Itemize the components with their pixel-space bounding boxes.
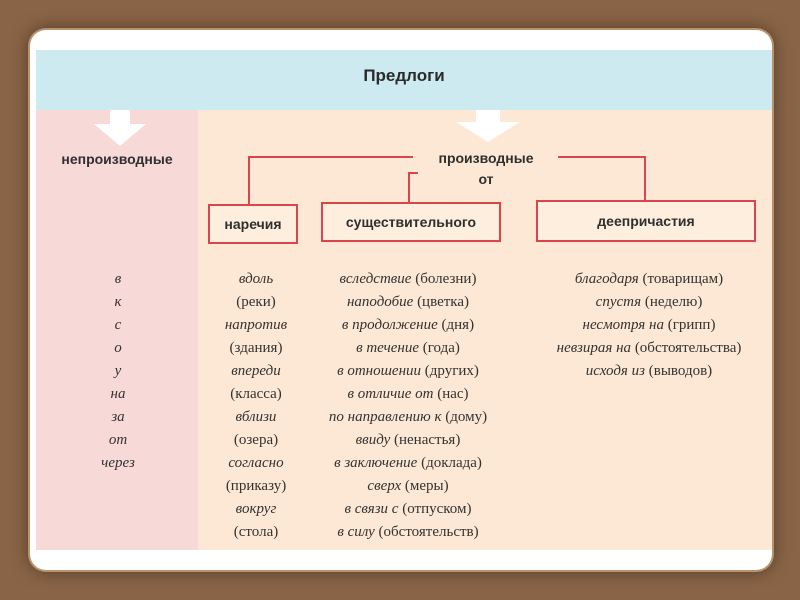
argument-text: (обстоятельства) bbox=[634, 340, 742, 356]
connector-line bbox=[644, 156, 646, 200]
list-item bbox=[298, 475, 518, 498]
argument-text: (дому) bbox=[445, 409, 488, 425]
list-item bbox=[298, 406, 518, 429]
list-item bbox=[56, 429, 180, 452]
participles-box: деепричастия bbox=[536, 200, 756, 242]
preposition-text: наподобие bbox=[346, 294, 414, 310]
argument-text: (меры) bbox=[404, 478, 449, 494]
preposition-text: исходя из bbox=[585, 363, 646, 379]
preposition-text: на bbox=[110, 386, 126, 402]
preposition-text: через bbox=[101, 455, 135, 471]
preposition-text: за bbox=[111, 409, 125, 425]
preposition-text: вследствие bbox=[339, 271, 412, 287]
argument-text: (обстоятельств) bbox=[378, 524, 479, 540]
list-item bbox=[298, 291, 518, 314]
argument-text: (выводов) bbox=[648, 363, 713, 379]
list-item bbox=[56, 383, 180, 406]
nonderived-list bbox=[56, 268, 180, 475]
page-title: Предлоги bbox=[363, 66, 445, 85]
list-item bbox=[298, 452, 518, 475]
preposition-text: вдоль bbox=[238, 271, 274, 287]
table-header bbox=[36, 50, 772, 110]
preposition-text: с bbox=[114, 317, 122, 333]
list-item bbox=[298, 268, 518, 291]
nouns-list bbox=[298, 268, 518, 544]
connector-line bbox=[408, 172, 418, 174]
argument-text: (отпуском) bbox=[402, 501, 472, 517]
list-item bbox=[298, 383, 518, 406]
preposition-text: невзирая на bbox=[556, 340, 632, 356]
argument-text: (доклада) bbox=[421, 455, 482, 471]
argument-text: (озера) bbox=[233, 432, 279, 448]
argument-text: (других) bbox=[424, 363, 479, 379]
preposition-text: в течение bbox=[356, 340, 420, 356]
list-item bbox=[56, 314, 180, 337]
list-item bbox=[298, 337, 518, 360]
preposition-text: у bbox=[114, 363, 122, 379]
preposition-text: несмотря на bbox=[582, 317, 664, 333]
list-item bbox=[56, 452, 180, 475]
argument-text: (цветка) bbox=[417, 294, 470, 310]
preposition-text: в отличие от bbox=[347, 386, 434, 402]
argument-text: (болезни) bbox=[415, 271, 477, 287]
argument-text: (приказу) bbox=[225, 478, 287, 494]
preposition-text: вокруг bbox=[235, 501, 277, 517]
argument-text: (нас) bbox=[437, 386, 469, 402]
preposition-text: в bbox=[114, 271, 122, 287]
preposition-text: благодаря bbox=[574, 271, 639, 287]
list-item bbox=[298, 498, 518, 521]
preposition-text: спустя bbox=[595, 294, 642, 310]
preposition-text: сверх bbox=[367, 478, 402, 494]
list-item bbox=[514, 268, 784, 291]
preposition-text: по направлению к bbox=[328, 409, 442, 425]
preposition-text: к bbox=[114, 294, 122, 310]
argument-text: (товарищам) bbox=[642, 271, 724, 287]
list-item bbox=[298, 360, 518, 383]
preposition-text: в силу bbox=[337, 524, 375, 540]
nonderived-heading: непроизводные bbox=[61, 151, 173, 167]
connector-line bbox=[248, 156, 250, 204]
derived-heading-line: от bbox=[478, 171, 494, 187]
list-item bbox=[56, 360, 180, 383]
preposition-text: в отношении bbox=[337, 363, 422, 379]
derived-heading bbox=[416, 148, 556, 190]
connector-line bbox=[248, 156, 413, 158]
list-item bbox=[514, 314, 784, 337]
argument-text: (класса) bbox=[230, 386, 282, 402]
preposition-text: вблизи bbox=[235, 409, 277, 425]
list-item bbox=[514, 360, 784, 383]
connector-line bbox=[558, 156, 646, 158]
argument-text: (здания) bbox=[229, 340, 283, 356]
argument-text: (стола) bbox=[233, 524, 279, 540]
list-item bbox=[298, 314, 518, 337]
argument-text: (реки) bbox=[236, 294, 276, 310]
preposition-text: о bbox=[114, 340, 122, 356]
list-item bbox=[56, 291, 180, 314]
argument-text: (грипп) bbox=[667, 317, 716, 333]
list-item bbox=[56, 268, 180, 291]
list-item bbox=[56, 337, 180, 360]
prepositions-table bbox=[36, 50, 772, 550]
participles-list bbox=[514, 268, 784, 383]
list-item bbox=[514, 337, 784, 360]
preposition-text: согласно bbox=[228, 455, 284, 471]
list-item bbox=[298, 429, 518, 452]
argument-text: (дня) bbox=[441, 317, 475, 333]
argument-text: (ненастья) bbox=[394, 432, 461, 448]
list-item bbox=[56, 406, 180, 429]
preposition-text: впереди bbox=[231, 363, 281, 379]
list-item bbox=[298, 521, 518, 544]
preposition-text: ввиду bbox=[355, 432, 391, 448]
preposition-text: от bbox=[108, 432, 128, 448]
arrow-down-icon bbox=[456, 110, 520, 142]
preposition-text: в продолжение bbox=[341, 317, 438, 333]
adverbs-box: наречия bbox=[208, 204, 298, 244]
arrow-down-icon bbox=[94, 110, 146, 146]
argument-text: (года) bbox=[422, 340, 460, 356]
connector-line bbox=[408, 172, 410, 202]
list-item bbox=[514, 291, 784, 314]
preposition-text: напротив bbox=[224, 317, 288, 333]
preposition-text: в заключение bbox=[334, 455, 418, 471]
nouns-box: существительного bbox=[321, 202, 501, 242]
argument-text: (неделю) bbox=[644, 294, 703, 310]
preposition-text: в связи с bbox=[344, 501, 399, 517]
derived-heading-line: производные bbox=[438, 150, 534, 166]
